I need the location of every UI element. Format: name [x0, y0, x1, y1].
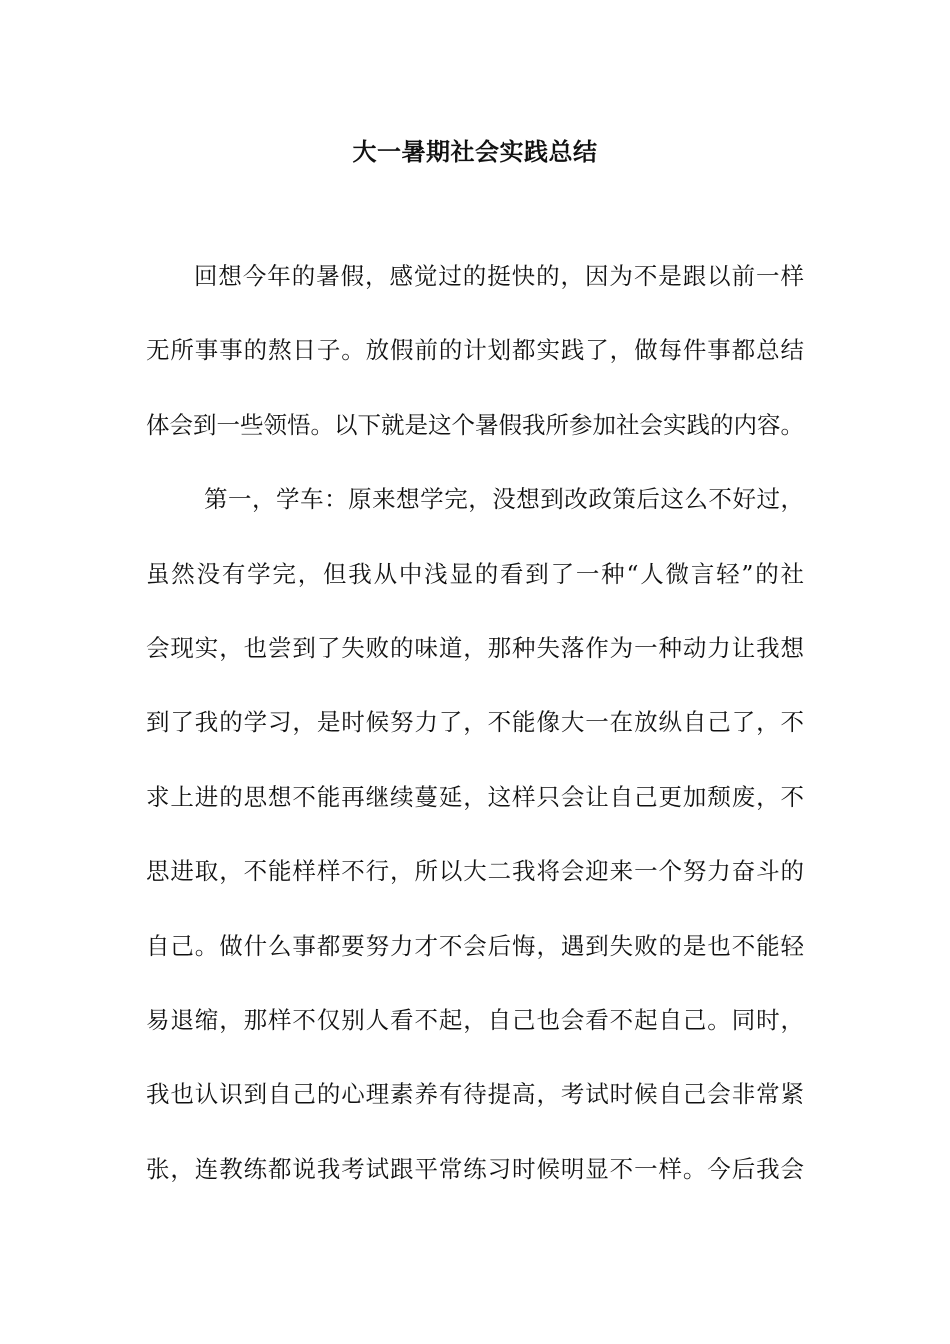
paragraph-line: 张，连教练都说我考试跟平常练习时候明显不一样。今后我会: [146, 1154, 804, 1183]
paragraph-line: 虽然没有学完，但我从中浅显的看到了一种“人微言轻”的社: [146, 559, 804, 588]
paragraph-line: 到了我的学习，是时候努力了，不能像大一在放纵自己了，不: [146, 708, 804, 737]
paragraph-line: 第一，学车：原来想学完，没想到改政策后这么不好过，: [204, 485, 804, 514]
paragraph-line: 自己。做什么事都要努力才不会后悔，遇到失败的是也不能轻: [146, 931, 804, 960]
paragraph-line: 无所事事的熬日子。放假前的计划都实践了，做每件事都总结: [146, 336, 804, 365]
paragraph-line: 求上进的思想不能再继续蔓延，这样只会让自己更加颓废，不: [146, 782, 804, 811]
paragraph-line: 易退缩，那样不仅别人看不起，自己也会看不起自己。同时，: [146, 1005, 804, 1034]
paragraph-line: 回想今年的暑假，感觉过的挺快的，因为不是跟以前一样: [194, 262, 804, 290]
document-body: [146, 258, 804, 1225]
paragraph-line: 我也认识到自己的心理素养有待提高，考试时候自己会非常紧: [146, 1080, 804, 1109]
document-title: 大一暑期社会实践总结: [352, 137, 598, 166]
paragraph-line: 思进取，不能样样不行，所以大二我将会迎来一个努力奋斗的: [146, 857, 804, 886]
paragraph-line: 体会到一些领悟。以下就是这个暑假我所参加社会实践的内容。: [146, 410, 804, 439]
paragraph-line: 会现实，也尝到了失败的味道，那种失落作为一种动力让我想: [146, 633, 804, 662]
